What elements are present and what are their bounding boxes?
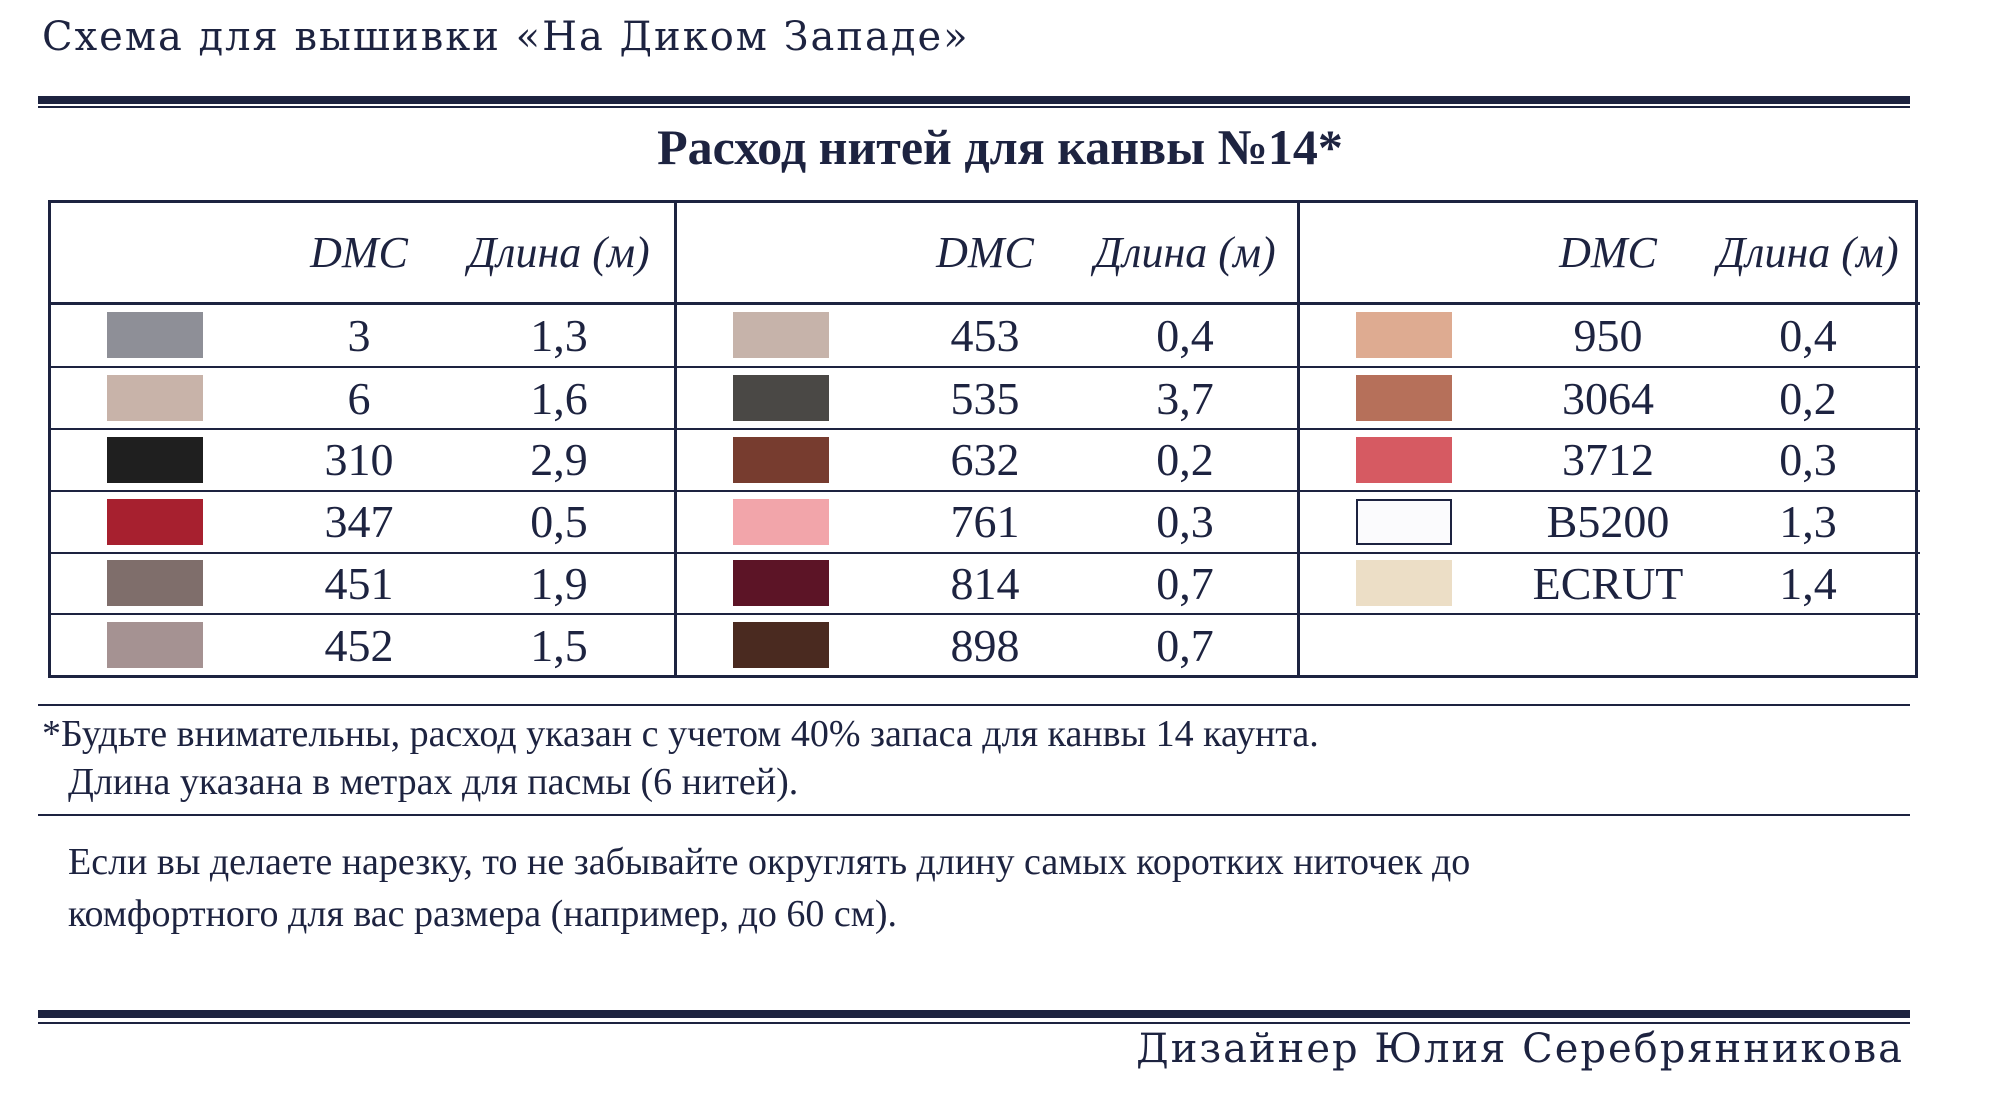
table-row [677,305,1297,367]
header-rule-thick [38,96,1910,104]
length-header: Длина (м) [1094,227,1276,277]
note-reserve: *Будьте внимательны, расход указан с учетом 40% запаса для канвы 14 каунта. [42,713,1319,755]
thread-length: 0,4 [1156,309,1214,361]
note-skein: Длина указана в метрах для пасмы (6 нитей). [68,761,799,803]
note-cutting: Если вы делаете нарезку, то не забывайте округлять длину самых коротких ниточек до [68,841,1471,883]
thread-length: 0,7 [1156,619,1214,671]
table-row [51,552,674,614]
thread-length: 2,9 [530,434,588,486]
table-row [1300,305,1920,367]
table-row [1300,366,1920,428]
color-swatch [107,622,203,668]
thread-length: 0,3 [1156,496,1214,548]
dmc-code: 535 [950,372,1020,424]
color-swatch [107,499,203,545]
thread-length: 1,6 [530,372,588,424]
color-swatch [733,375,829,421]
thread-length: 0,2 [1156,434,1214,486]
dmc-code: 310 [324,434,394,486]
table-row [51,366,674,428]
thread-length: 0,2 [1779,372,1837,424]
designer-credit: Дизайнер Юлия Серебрянникова [1136,1026,1904,1072]
column-header [1300,203,1920,305]
thread-length: 1,4 [1779,557,1837,609]
color-swatch [733,499,829,545]
thread-table [48,200,1918,678]
notes-rule-top [38,704,1910,706]
dmc-header: DMC [936,227,1034,277]
table-row [677,613,1297,675]
table-row [677,490,1297,552]
thread-length: 1,5 [530,619,588,671]
table-row [1300,490,1920,552]
table-row [51,305,674,367]
length-header: Длина (м) [468,227,650,277]
dmc-code: B5200 [1546,496,1670,548]
color-swatch [107,560,203,606]
table-title: Расход нитей для канвы №14* [657,119,1343,175]
column-header [51,203,674,305]
page-header-title: Схема для вышивки «На Диком Западе» [42,14,970,60]
dmc-code: 761 [950,496,1020,548]
dmc-code: 347 [324,496,394,548]
thread-length: 1,3 [1779,496,1837,548]
thread-length: 0,3 [1779,434,1837,486]
thread-column [51,203,674,675]
color-swatch [1356,560,1452,606]
dmc-code: 3064 [1562,372,1654,424]
length-header: Длина (м) [1717,227,1899,277]
column-header [677,203,1297,305]
thread-length: 1,3 [530,309,588,361]
dmc-code: 898 [950,619,1020,671]
color-swatch [733,312,829,358]
color-swatch [1356,437,1452,483]
dmc-code: 6 [347,372,371,424]
dmc-code: 950 [1573,309,1643,361]
dmc-header: DMC [1559,227,1657,277]
color-swatch [107,312,203,358]
thread-column [1297,203,1920,675]
table-row [1300,428,1920,490]
color-swatch [733,622,829,668]
footer-rule-thick [38,1010,1910,1018]
color-swatch [733,437,829,483]
thread-length: 0,7 [1156,557,1214,609]
footer-rule-thin [38,1022,1910,1024]
note-cutting-continued: комфортного для вас размера (например, до 60 см). [68,893,897,935]
thread-column [674,203,1297,675]
color-swatch [1356,312,1452,358]
dmc-code: 3712 [1562,434,1654,486]
notes-rule-bottom [38,814,1910,816]
dmc-code: 632 [950,434,1020,486]
color-swatch [107,375,203,421]
dmc-code: 451 [324,557,394,609]
dmc-code: 453 [950,309,1020,361]
table-row [677,552,1297,614]
table-row [51,428,674,490]
table-row [677,428,1297,490]
color-swatch [733,560,829,606]
thread-length: 0,5 [530,496,588,548]
color-swatch [1356,375,1452,421]
table-row [51,490,674,552]
table-row [1300,552,1920,614]
header-rule-thin [38,106,1910,108]
color-swatch [1356,499,1452,545]
table-row [51,613,674,675]
thread-length: 3,7 [1156,372,1214,424]
color-swatch [107,437,203,483]
dmc-code: 814 [950,557,1020,609]
dmc-code: 452 [324,619,394,671]
dmc-header: DMC [310,227,408,277]
thread-length: 1,9 [530,557,588,609]
dmc-code: 3 [347,309,371,361]
thread-length: 0,4 [1779,309,1837,361]
table-row [1300,613,1920,675]
table-row [677,366,1297,428]
dmc-code: ECRUT [1532,557,1684,609]
